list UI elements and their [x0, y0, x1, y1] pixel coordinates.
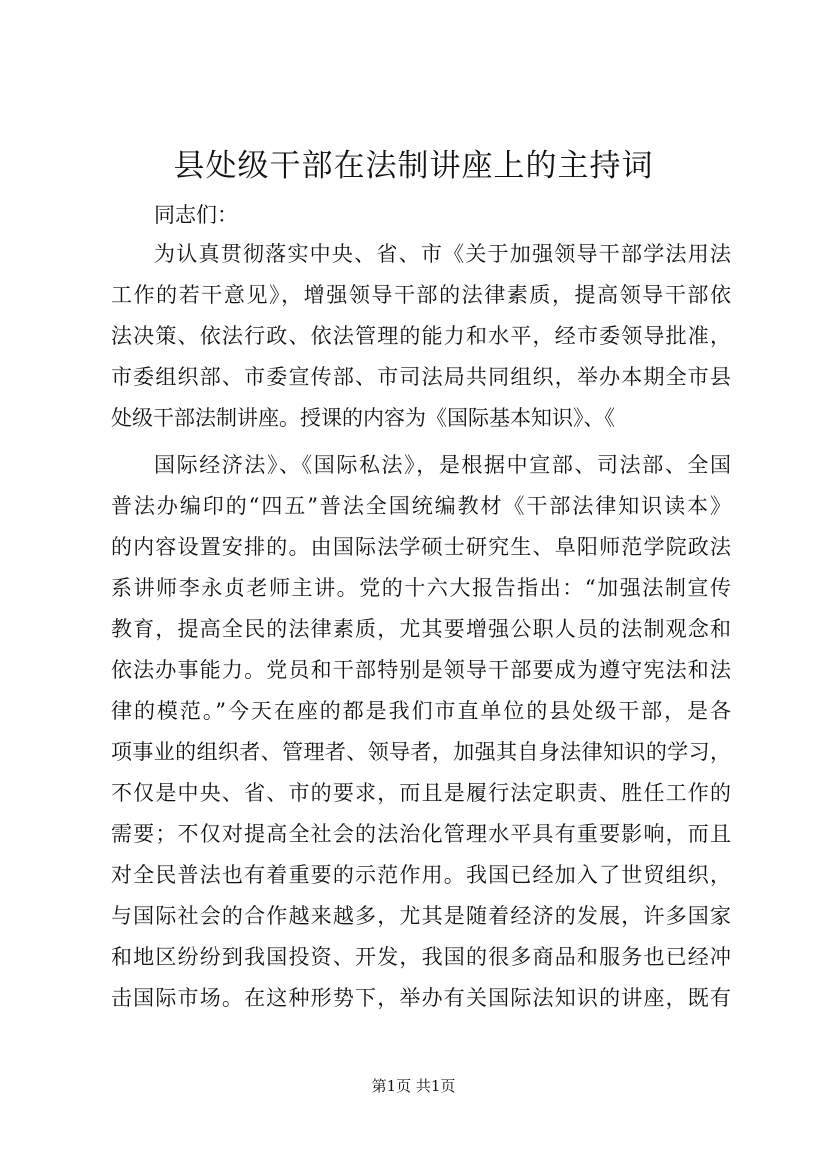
paragraph1-line-4: 市委组织部、市委宣传部、市司法局共同组织，举办本期全市县 [111, 365, 731, 389]
page-number-footer: 第1页 共1页 [371, 1077, 456, 1095]
paragraph2-line-10: 需要；不仅对提高全社会的法治化管理水平具有重要影响，而且 [111, 822, 731, 846]
document-title: 县处级干部在法制讲座上的主持词 [173, 148, 654, 184]
paragraph2-line-11: 对全民普法也有着重要的示范作用。我国已经加入了世贸组织， [111, 863, 731, 887]
paragraph2-line-3: 的内容设置安排的。由国际法学硕士研究生、阜阳师范学院政法 [111, 535, 731, 559]
paragraph2-line-2: 普法办编印的“四五”普法全国统编教材《干部法律知识读本》 [111, 494, 731, 518]
paragraph1-line-5: 处级干部法制讲座。授课的内容为《国际基本知识》、《 [111, 406, 615, 430]
paragraph2-line-14: 击国际市场。在这种形势下，举办有关国际法知识的讲座，既有 [111, 986, 731, 1010]
paragraph2-line-7: 律的模范。”今天在座的都是我们市直单位的县处级干部，是各 [111, 699, 731, 723]
paragraph2-line-4: 系讲师李永贞老师主讲。党的十六大报告指出：“加强法制宣传 [111, 576, 731, 600]
paragraph2-line-5: 教育，提高全民的法律素质，尤其要增强公职人员的法制观念和 [111, 617, 731, 641]
paragraph1-line-1: 为认真贯彻落实中央、省、市《关于加强领导干部学法用法 [154, 242, 731, 266]
paragraph2-line-1: 国际经济法》、《国际私法》，是根据中宣部、司法部、全国 [154, 453, 731, 477]
paragraph2-line-13: 和地区纷纷到我国投资、开发，我国的很多商品和服务也已经冲 [111, 945, 731, 969]
paragraph1-line-2: 工作的若干意见》，增强领导干部的法律素质，提高领导干部依 [111, 283, 731, 307]
greeting-text: 同志们： [154, 203, 238, 227]
paragraph1-line-3: 法决策、依法行政、依法管理的能力和水平，经市委领导批准， [111, 324, 731, 348]
paragraph2-line-8: 项事业的组织者、管理者、领导者，加强其自身法律知识的学习， [111, 740, 731, 764]
paragraph2-line-9: 不仅是中央、省、市的要求，而且是履行法定职责、胜任工作的 [111, 781, 731, 805]
paragraph2-line-12: 与国际社会的合作越来越多，尤其是随着经济的发展，许多国家 [111, 904, 731, 928]
paragraph2-line-6: 依法办事能力。党员和干部特别是领导干部要成为遵守宪法和法 [111, 658, 731, 682]
